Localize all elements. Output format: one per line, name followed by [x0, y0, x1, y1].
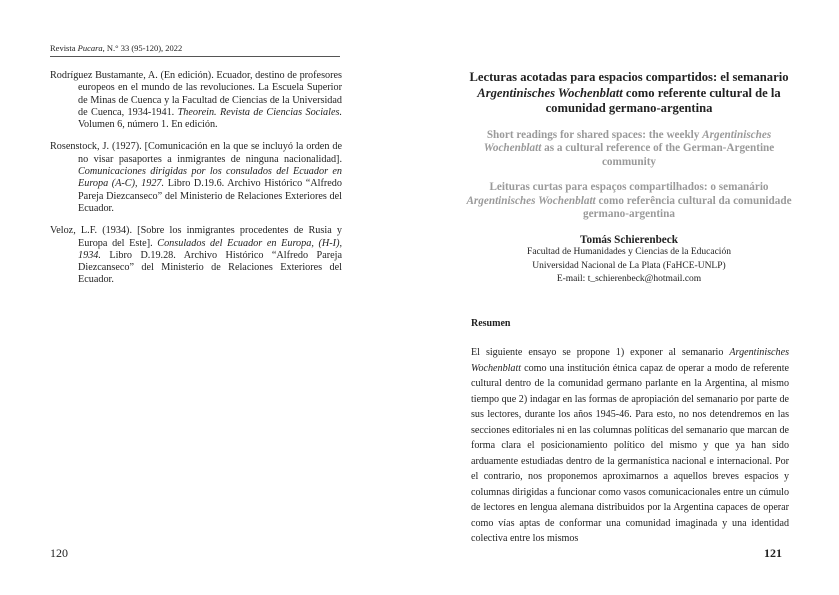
- reference-entry: Rosenstock, J. (1927). [Comunicación en la que se incluyó la orden de no visar pasaportes a inmigrantes de ninguna nacionalidad]. Comunicaciones dirigidas por los consulados del Ecuador en Europa (A-C), 1927. Libro D.19.6. Archivo Histórico “Alfredo Pareja Diezcanseco” del Ministerio de Relaciones Exteriores del Ecuador.: [50, 141, 342, 214]
- running-header-prefix: Revista: [50, 43, 78, 53]
- article-title-english: Short readings for shared spaces: the weekly Argentinisches Wochenblatt as a cultural reference of the German-Argentine community: [483, 128, 775, 169]
- running-header: [50, 43, 340, 57]
- reference-entry: Veloz, L.F. (1934). [Sobre los inmigrantes procedentes de Rusia y Europa del Este]. Consulados del Ecuador en Europa, (H-I), 1934. Libro D.19.28. Archivo Histórico “Alfredo Pareja Diezcanseco” del Ministerio de Relaciones Exteriores del Ecuador.: [50, 225, 343, 286]
- reference-list: [50, 70, 342, 297]
- running-header-journal: Pucara: [77, 43, 103, 53]
- page-number-left: 120: [50, 546, 68, 560]
- article-title-block: [466, 70, 792, 287]
- reference-entry: Rodríguez Bustamante, A. (En edición). Ecuador, destino de profesores europeos en el mundo de las revoluciones. La Escuela Superior de Minas de Cuenca y la Facultad de Ciencias de la Universidad de Cuenca, 1934-1941. Theorein. Revista de Ciencias Sociales. Volumen 6, número 1. En edición.: [50, 70, 342, 131]
- abstract-heading: Resumen: [471, 318, 511, 329]
- author-university: Universidad Nacional de La Plata (FaHCE-UNLP): [532, 260, 726, 271]
- article-title-spanish: Lecturas acotadas para espacios compartidos: el semanario Argentinisches Wochenblatt como referente cultural de la comunidad germano-argentina: [469, 70, 789, 115]
- author-name: Tomás Schierenbeck: [580, 234, 678, 247]
- abstract-body: El siguiente ensayo se propone 1) exponer al semanario Argentinisches Wochenblatt como una institución étnica capaz de operar a modo de referente cultural dentro de la comunidad germano parlante en la Argentina, al mismo tiempo que 2) indagar en las formas de apropiación del semanario por parte de sus lectores, durante los años 1945-46. Para esto, no nos detendremos en las secciones editoriales ni en las columnas políticas del semanario que marcan de forma clara el posicionamiento político del mismo y que ya han sido arduamente estudiadas dentro de la germanística nacional e internacional. Por el contrario, nos proponemos aproximarnos a aquellos breves espacios y columnas dirigidas a funcionar como vasos comunicacionales entre un cúmulo de lectores en lengua alemana distribuidos por la Argentina capaces de operar como vías aptas de conformar una comunidad imaginada y una identidad colectiva entre los mismos: [471, 347, 789, 544]
- author-faculty: Facultad de Humanidades y Ciencias de la Educación: [527, 247, 731, 258]
- running-header-suffix: , N.° 33 (95-120), 2022: [102, 43, 183, 53]
- article-title-portuguese: Leituras curtas para espaços compartilhados: o semanário Argentinisches Wochenblatt como referência cultural da comunidade germano-argentina: [466, 180, 792, 221]
- right-page: [420, 0, 839, 595]
- page-number-right: 121: [764, 546, 782, 560]
- author-email: E-mail: t_schierenbeck@hotmail.com: [556, 274, 702, 285]
